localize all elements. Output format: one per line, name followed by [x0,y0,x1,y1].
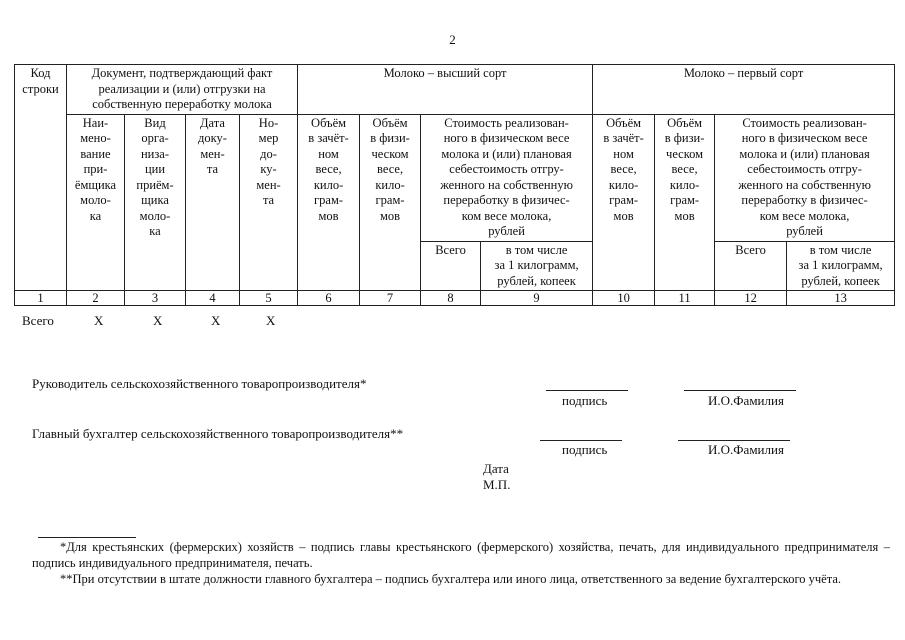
totals-mark: Х [94,313,104,328]
footnote-1: *Для крестьянских (фермерских) хозяйств – подпись главы крестьянского (фермерского) хозяйства, печать, для индивидуального предпринимателя – подпись индивидуального предпринимателя, печать. [32,540,890,570]
footnote-2: **При отсутствии в штате должности главного бухгалтера – подпись бухгалтера или иного лица, ответственного за ведение бухгалтерского учёта. [60,572,842,586]
header-first-vol-physical: Объём в физи- ческом весе, кило- грам- мов [655,114,715,291]
column-number: 10 [593,291,655,306]
date-label: Дата [483,461,509,476]
header-top-vol-offset: Объём в зачёт- ном весе, кило- грам- мов [298,114,360,291]
column-number: 9 [481,291,593,306]
accountant-signature-line [540,440,622,441]
header-first-vol-offset: Объём в зачёт- ном весе, кило- грам- мов [593,114,655,291]
header-row-code: Код строки [15,65,67,291]
header-recipient-type: Вид орга- низа- ции приём- щика моло- ка [125,114,186,291]
header-doc-number: Но- мер до- ку- мен- та [240,114,298,291]
page-number: 2 [449,32,456,47]
column-number: 3 [125,291,186,306]
accountant-signature-caption: подпись [562,442,608,457]
column-number: 1 [15,291,67,306]
column-number: 12 [715,291,787,306]
header-doc-date: Дата доку- мен- та [186,114,240,291]
column-number: 5 [240,291,298,306]
column-number: 13 [787,291,895,306]
header-first-grade: Молоко – первый сорт [593,65,895,115]
head-signature-caption: подпись [562,393,608,408]
header-first-cost: Стоимость реализован- ного в физическом весе молока и (или) плановая себестоимость отгру- женного на собственную переработку в физичес- ком весе молока, рублей [715,114,895,241]
column-number: 6 [298,291,360,306]
header-top-vol-physical: Объём в физи- ческом весе, кило- грам- мов [360,114,421,291]
header-top-grade: Молоко – высший сорт [298,65,593,115]
totals-mark: Х [211,313,221,328]
totals-label: Всего [22,313,54,328]
column-number: 11 [655,291,715,306]
footnote-divider [38,537,136,538]
header-top-cost: Стоимость реализован- ного в физическом весе молока и (или) плановая себестоимость отгру- женного на собственную переработку в физичес- ком весе молока, рублей [421,114,593,241]
milk-report-table [14,64,895,306]
column-number: 7 [360,291,421,306]
column-number: 2 [67,291,125,306]
head-name-caption: И.О.Фамилия [708,393,784,408]
header-first-total: Всего [715,241,787,291]
chief-accountant-signature-label: Главный бухгалтер сельскохозяйственного товаропроизводителя** [32,426,404,441]
stamp-label: М.П. [483,477,511,492]
header-top-per-kg: в том числе за 1 килограмм, рублей, копеек [481,241,593,291]
column-number: 4 [186,291,240,306]
header-top-total: Всего [421,241,481,291]
header-document: Документ, подтверждающий факт реализации и (или) отгрузки на собственную переработку молока [67,65,298,115]
column-number: 8 [421,291,481,306]
header-first-per-kg: в том числе за 1 килограмм, рублей, копеек [787,241,895,291]
totals-mark: Х [266,313,276,328]
header-recipient-name: Наи- мено- вание при- ёмщика моло- ка [67,114,125,291]
totals-mark: Х [153,313,163,328]
accountant-name-line [678,440,790,441]
head-name-line [684,390,796,391]
head-signature-label: Руководитель сельскохозяйственного товаропроизводителя* [32,376,367,391]
head-signature-line [546,390,628,391]
accountant-name-caption: И.О.Фамилия [708,442,784,457]
